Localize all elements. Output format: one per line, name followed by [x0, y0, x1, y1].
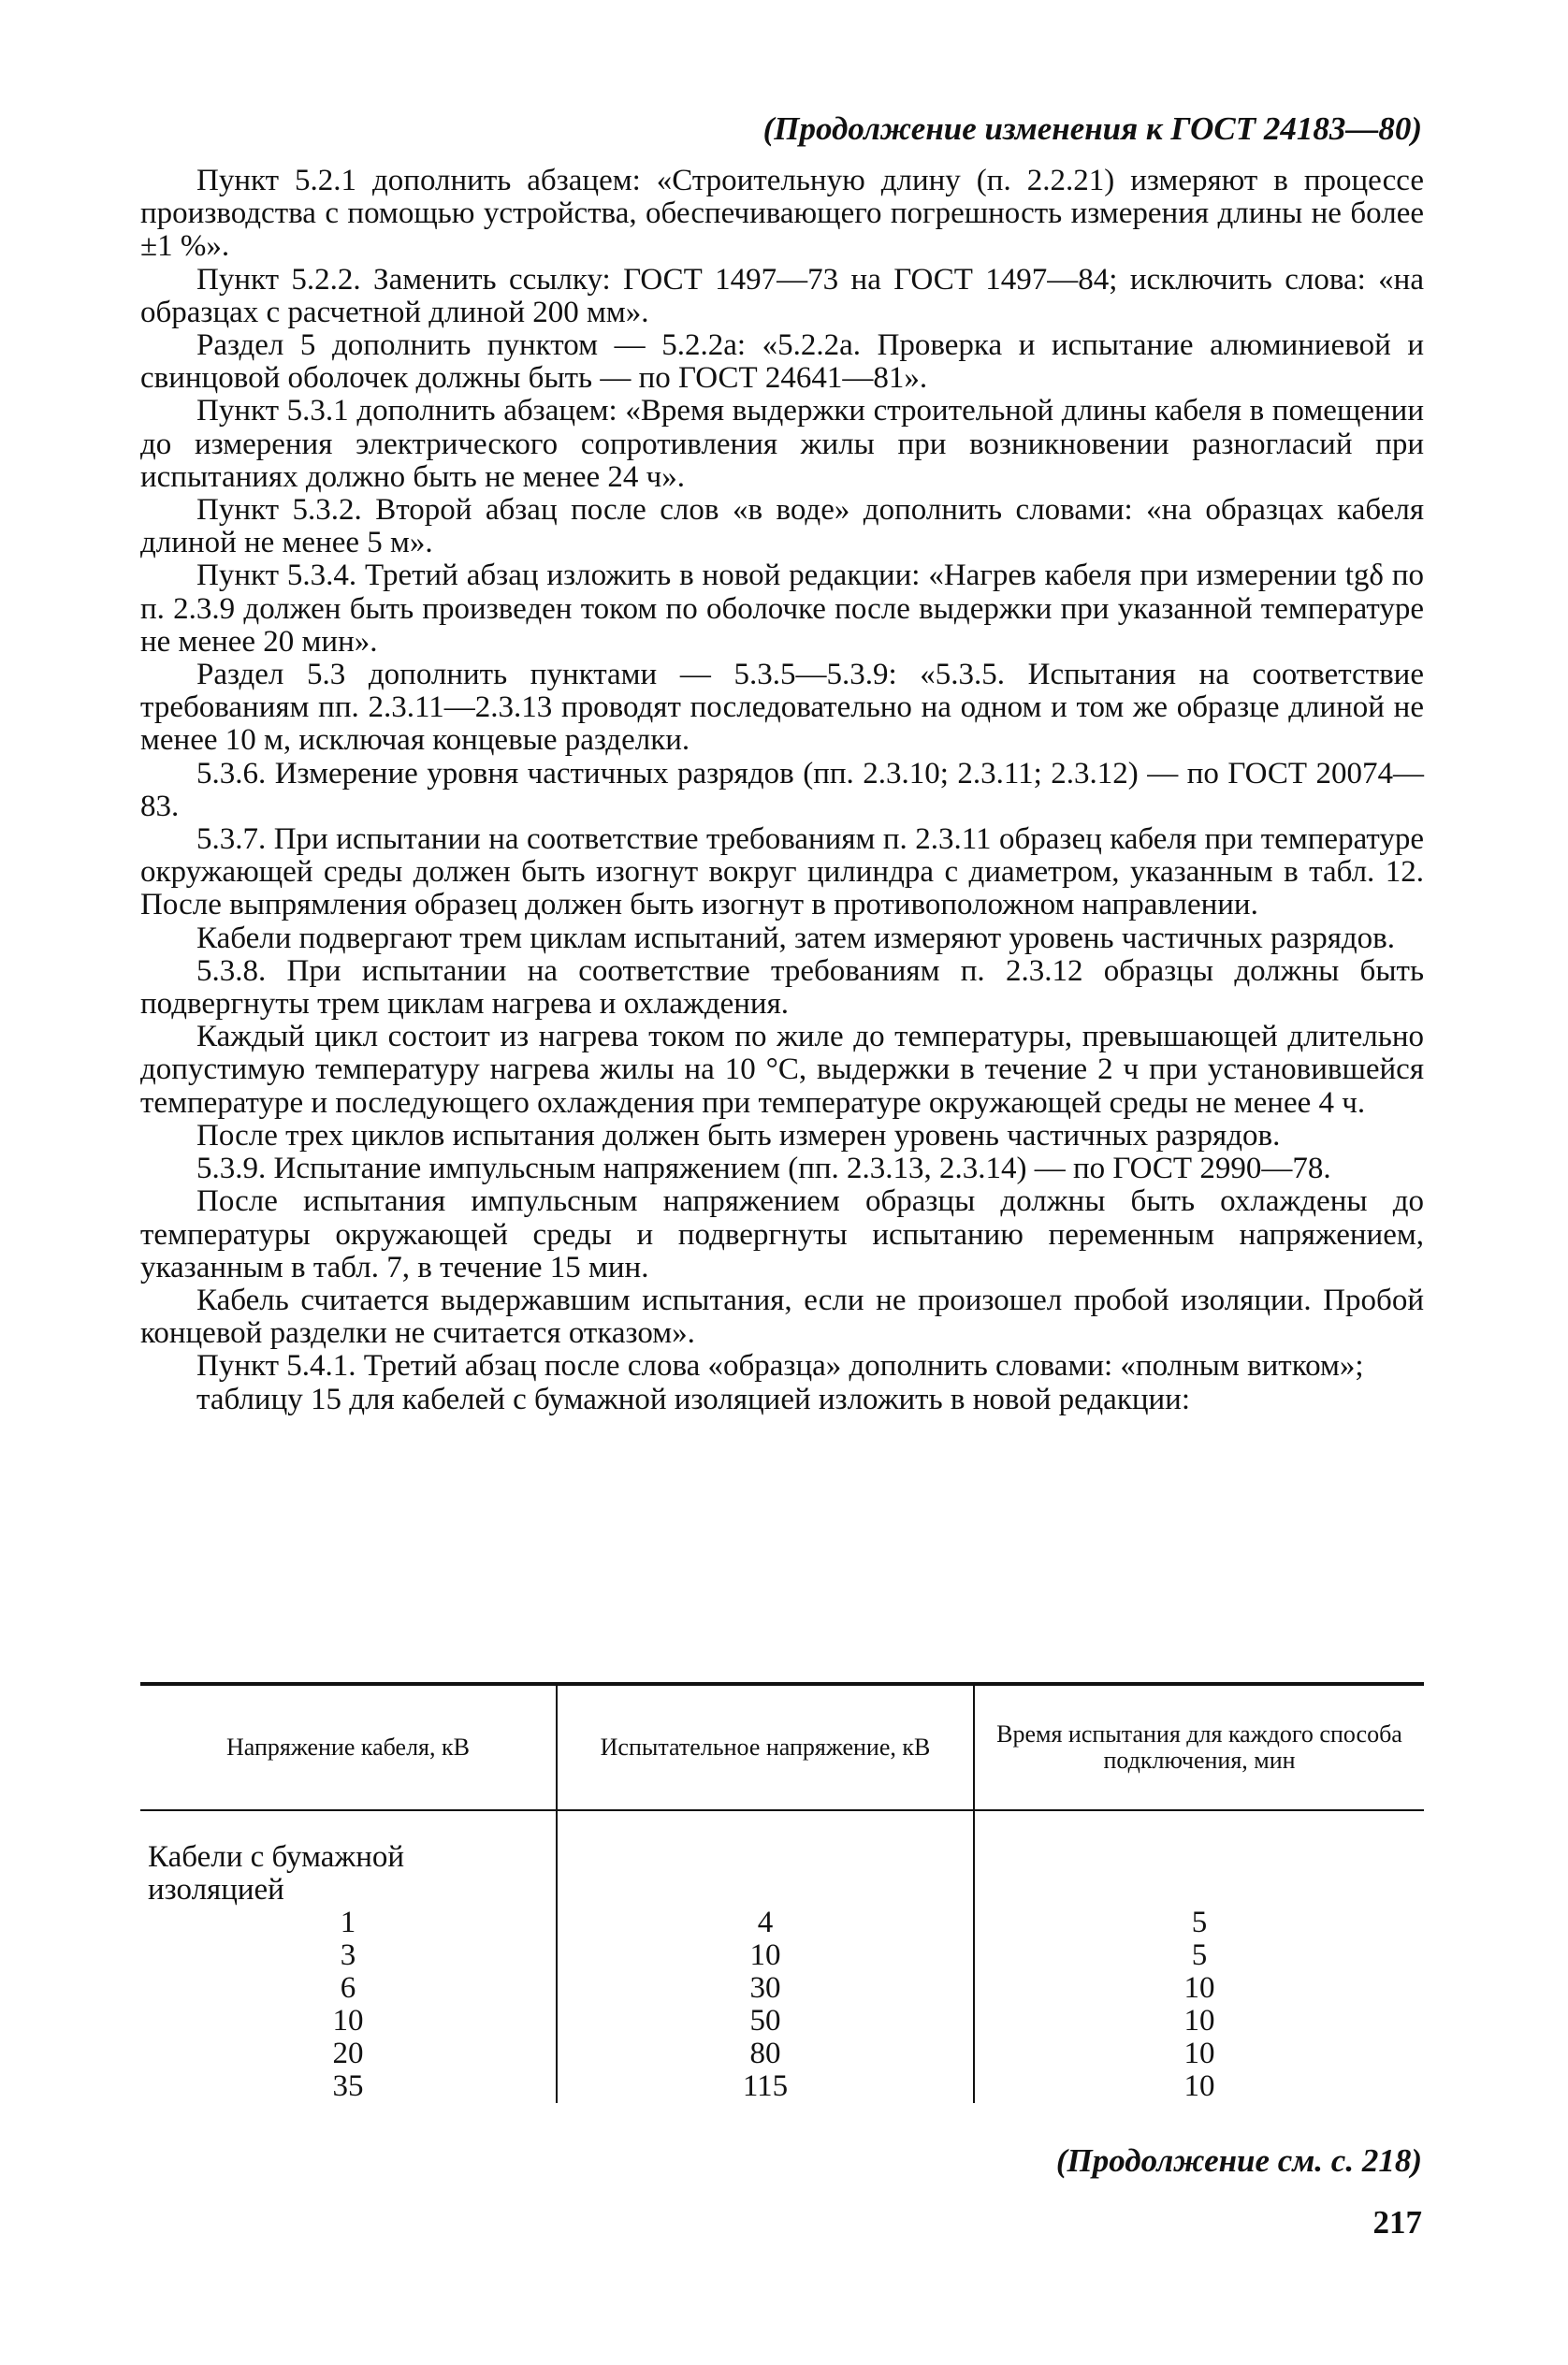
group-label-text: Кабели с бумажной изоляцией — [148, 1840, 405, 1907]
paragraph: Кабели подвергают трем циклам испытаний, затем измеряют уровень частичных разрядов. — [196, 921, 1395, 955]
column-header-cable-voltage: Напряжение кабеля, кВ — [140, 1684, 557, 1810]
paragraph: После трех циклов испытания должен быть измерен уровень частичных разрядов. — [196, 1118, 1281, 1153]
cell-time: 5 — [974, 1939, 1424, 1972]
cell-time: 5 — [974, 1907, 1424, 1939]
continuation-footer: (Продолжение см. с. 218) — [1055, 2142, 1422, 2179]
paragraph: 5.3.9. Испытание импульсным напряжением (пп. 2.3.13, 2.3.14) — по ГОСТ 2990—78. — [196, 1152, 1331, 1186]
table-row — [140, 2038, 1424, 2070]
cell-voltage: 6 — [340, 1971, 356, 2005]
group-label — [140, 1810, 557, 1907]
cell-test-voltage: 115 — [557, 2070, 974, 2103]
table-header-row — [140, 1684, 1424, 1810]
page-number: 217 — [1372, 2204, 1422, 2241]
paragraph: Пункт 5.3.2. Второй абзац после слов «в воде» дополнить словами: «на образцах кабеля длиной не менее 5 м». — [140, 493, 1424, 560]
cell-time: 10 — [974, 2005, 1424, 2038]
paragraph: 5.3.7. При испытании на соответствие требованиям п. 2.3.11 образец кабеля при температуре окружающей среды должен быть изогнут вокруг цилиндра с диаметром, указанным в табл. 12. После выпрямления образец должен быть изогнут в противоположном направлении. — [140, 822, 1424, 922]
column-header-test-voltage: Испытательное напряжение, кВ — [557, 1684, 974, 1810]
paragraph: Пункт 5.2.2. Заменить ссылку: ГОСТ 1497—73 на ГОСТ 1497—84; исключить слова: «на образцах с расчетной длиной 200 мм». — [140, 262, 1424, 329]
test-voltage-table — [140, 1682, 1424, 2103]
cell-test-voltage: 4 — [557, 1907, 974, 1939]
empty-cell — [974, 1810, 1424, 1907]
paragraph: 5.3.8. При испытании на соответствие требованиям п. 2.3.12 образцы должны быть подвергнуты трем циклам нагрева и охлаждения. — [140, 953, 1424, 1022]
cell-time: 10 — [974, 2070, 1424, 2103]
cell-voltage: 10 — [332, 2004, 364, 2038]
empty-cell — [557, 1810, 974, 1907]
paragraph: Кабель считается выдержавшим испытания, если не произошел пробой изоляции. Пробой концевой разделки не считается отказом». — [140, 1283, 1424, 1351]
paragraph: Пункт 5.3.4. Третий абзац изложить в новой редакции: «Нагрев кабеля при измерении tgδ по п. 2.3.9 должен быть произведен током по оболочке после выдержки при указанной температуре не менее 20 мин». — [140, 559, 1424, 659]
table-group-row — [140, 1810, 1424, 1907]
paragraph: Пункт 5.3.1 дополнить абзацем: «Время выдержки строительной длины кабеля в помещении до измерения электрического сопротивления жилы при возникновении разногласий при испытаниях должно быть не менее 24 ч». — [140, 394, 1424, 494]
paragraph: Раздел 5.3 дополнить пунктами — 5.3.5—5.3.9: «5.3.5. Испытания на соответствие требованиям пп. 2.3.11—2.3.13 проводят последовательно на одном и том же образце длиной не менее 10 м, исключая концевые разделки. — [140, 658, 1424, 758]
cell-time: 10 — [974, 2038, 1424, 2070]
cell-voltage: 20 — [332, 2037, 364, 2070]
paragraph: Каждый цикл состоит из нагрева током по жиле до температуры, превышающей длительно допустимую температуру нагрева жилы на 10 °С, выдержки в течение 2 ч при установившейся температуре и последующего охлаждения при температуре окружающей среды не менее 4 ч. — [140, 1020, 1424, 1120]
cell-voltage: 3 — [340, 1938, 356, 1972]
table-row — [140, 2070, 1424, 2103]
cell-test-voltage: 50 — [557, 2005, 974, 2038]
cell-voltage: 35 — [332, 2069, 364, 2103]
paragraph: 5.3.6. Измерение уровня частичных разрядов (пп. 2.3.10; 2.3.11; 2.3.12) — по ГОСТ 20074—83. — [140, 756, 1424, 823]
cell-time: 10 — [974, 1972, 1424, 2005]
cell-test-voltage: 80 — [557, 2038, 974, 2070]
paragraph: таблицу 15 для кабелей с бумажной изоляцией изложить в новой редакции: — [196, 1382, 1190, 1416]
column-header-test-time: Время испытания для каждого способа подключения, мин — [974, 1684, 1424, 1810]
table-row — [140, 1939, 1424, 1972]
table-row — [140, 1972, 1424, 2005]
paragraph: Раздел 5 дополнить пунктом — 5.2.2а: «5.2.2а. Проверка и испытание алюминиевой и свинцовой оболочек должны быть — по ГОСТ 24641—81». — [140, 328, 1424, 396]
paragraph: Пункт 5.4.1. Третий абзац после слова «образца» дополнить словами: «полным витком»; — [196, 1349, 1364, 1384]
table-row — [140, 2005, 1424, 2038]
table-row — [140, 1907, 1424, 1939]
cell-test-voltage: 10 — [557, 1939, 974, 1972]
cell-test-voltage: 30 — [557, 1972, 974, 2005]
body-text — [140, 165, 1424, 1416]
paragraph: Пункт 5.2.1 дополнить абзацем: «Строительную длину (п. 2.2.21) измеряют в процессе производства с помощью устройства, обеспечивающего погрешность измерения длины не более ±1 %». — [140, 164, 1424, 264]
continuation-header: (Продолжение изменения к ГОСТ 24183—80) — [762, 110, 1422, 147]
paragraph: После испытания импульсным напряжением образцы должны быть охлаждены до температуры окружающей среды и подвергнуты испытанию переменным напряжением, указанным в табл. 7, в течение 15 мин. — [140, 1184, 1424, 1284]
cell-voltage: 1 — [340, 1906, 356, 1939]
